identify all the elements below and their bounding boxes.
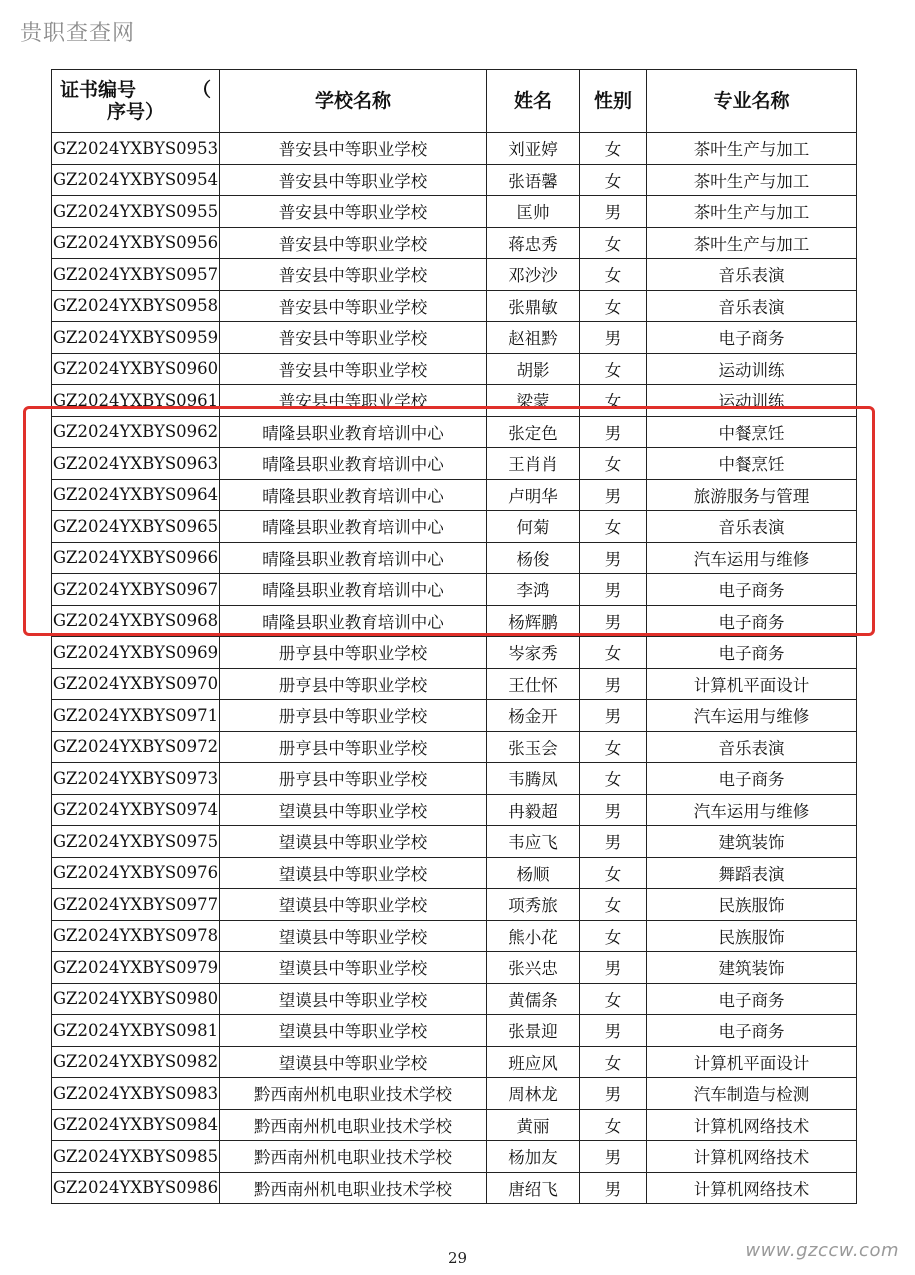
table-row xyxy=(52,889,857,921)
cell-gender: 男 xyxy=(580,605,647,637)
cell-name: 王仕怀 xyxy=(487,668,580,700)
cell-major: 民族服饰 xyxy=(647,920,857,952)
table-row xyxy=(52,574,857,606)
cell-name: 匡帅 xyxy=(487,196,580,228)
table-row xyxy=(52,290,857,322)
cell-major: 电子商务 xyxy=(647,983,857,1015)
cell-major: 汽车运用与维修 xyxy=(647,700,857,732)
table-row xyxy=(52,227,857,259)
cell-gender: 女 xyxy=(580,889,647,921)
cell-school: 晴隆县职业教育培训中心 xyxy=(220,479,487,511)
cell-school: 望谟县中等职业学校 xyxy=(220,952,487,984)
certificate-table xyxy=(51,69,857,1204)
cell-school: 册亨县中等职业学校 xyxy=(220,637,487,669)
cell-name: 项秀旅 xyxy=(487,889,580,921)
cell-gender: 女 xyxy=(580,763,647,795)
cell-major: 中餐烹饪 xyxy=(647,416,857,448)
page-number: 29 xyxy=(447,1249,468,1267)
cell-cert-number: GZ2024YXBYS0971 xyxy=(52,700,220,732)
cell-name: 班应风 xyxy=(487,1046,580,1078)
cell-gender: 男 xyxy=(580,668,647,700)
cell-major: 茶叶生产与加工 xyxy=(647,133,857,165)
cell-cert-number: GZ2024YXBYS0974 xyxy=(52,794,220,826)
cell-cert-number: GZ2024YXBYS0986 xyxy=(52,1172,220,1204)
cell-school: 晴隆县职业教育培训中心 xyxy=(220,448,487,480)
table-row xyxy=(52,511,857,543)
cell-gender: 男 xyxy=(580,794,647,826)
table-row xyxy=(52,416,857,448)
cell-cert-number: GZ2024YXBYS0960 xyxy=(52,353,220,385)
cell-cert-number: GZ2024YXBYS0968 xyxy=(52,605,220,637)
cell-name: 梁蒙 xyxy=(487,385,580,417)
cell-major: 音乐表演 xyxy=(647,259,857,291)
header-major: 专业名称 xyxy=(647,70,857,133)
table-row xyxy=(52,983,857,1015)
cell-name: 杨顺 xyxy=(487,857,580,889)
table-row xyxy=(52,259,857,291)
cell-major: 计算机网络技术 xyxy=(647,1141,857,1173)
cell-name: 卢明华 xyxy=(487,479,580,511)
cell-gender: 女 xyxy=(580,448,647,480)
table-row xyxy=(52,920,857,952)
cell-gender: 男 xyxy=(580,952,647,984)
cell-gender: 男 xyxy=(580,416,647,448)
cell-school: 册亨县中等职业学校 xyxy=(220,668,487,700)
header-cert-line1: 证书编号 xyxy=(60,79,137,101)
cell-cert-number: GZ2024YXBYS0966 xyxy=(52,542,220,574)
cell-cert-number: GZ2024YXBYS0955 xyxy=(52,196,220,228)
cell-major: 电子商务 xyxy=(647,322,857,354)
cell-gender: 女 xyxy=(580,133,647,165)
cell-school: 普安县中等职业学校 xyxy=(220,290,487,322)
cell-school: 望谟县中等职业学校 xyxy=(220,920,487,952)
cell-school: 普安县中等职业学校 xyxy=(220,133,487,165)
cell-name: 王肖肖 xyxy=(487,448,580,480)
cell-school: 黔西南州机电职业技术学校 xyxy=(220,1078,487,1110)
site-logo: 贵职查查网 xyxy=(20,21,136,46)
cell-school: 普安县中等职业学校 xyxy=(220,322,487,354)
cell-gender: 女 xyxy=(580,637,647,669)
cell-major: 汽车制造与检测 xyxy=(647,1078,857,1110)
cell-gender: 男 xyxy=(580,1172,647,1204)
cell-gender: 男 xyxy=(580,1015,647,1047)
cell-major: 电子商务 xyxy=(647,605,857,637)
cell-name: 张景迎 xyxy=(487,1015,580,1047)
cell-major: 茶叶生产与加工 xyxy=(647,227,857,259)
cell-school: 黔西南州机电职业技术学校 xyxy=(220,1109,487,1141)
cell-gender: 男 xyxy=(580,1078,647,1110)
cell-school: 晴隆县职业教育培训中心 xyxy=(220,416,487,448)
cell-school: 望谟县中等职业学校 xyxy=(220,826,487,858)
table-row xyxy=(52,857,857,889)
cell-cert-number: GZ2024YXBYS0956 xyxy=(52,227,220,259)
cell-school: 普安县中等职业学校 xyxy=(220,259,487,291)
table-row xyxy=(52,479,857,511)
cell-major: 旅游服务与管理 xyxy=(647,479,857,511)
cell-school: 望谟县中等职业学校 xyxy=(220,1046,487,1078)
table-row xyxy=(52,794,857,826)
cell-major: 音乐表演 xyxy=(647,290,857,322)
cell-name: 蒋忠秀 xyxy=(487,227,580,259)
cell-name: 岑家秀 xyxy=(487,637,580,669)
table-row xyxy=(52,322,857,354)
cell-cert-number: GZ2024YXBYS0957 xyxy=(52,259,220,291)
cell-school: 望谟县中等职业学校 xyxy=(220,889,487,921)
cell-major: 计算机平面设计 xyxy=(647,668,857,700)
header-cert-line2: 序号） xyxy=(106,101,164,123)
cell-school: 晴隆县职业教育培训中心 xyxy=(220,605,487,637)
cell-name: 张语馨 xyxy=(487,164,580,196)
cell-cert-number: GZ2024YXBYS0978 xyxy=(52,920,220,952)
table-row xyxy=(52,448,857,480)
cell-name: 唐绍飞 xyxy=(487,1172,580,1204)
cell-school: 册亨县中等职业学校 xyxy=(220,700,487,732)
cell-gender: 男 xyxy=(580,574,647,606)
cell-school: 普安县中等职业学校 xyxy=(220,164,487,196)
table-row xyxy=(52,164,857,196)
cell-gender: 女 xyxy=(580,1109,647,1141)
cell-school: 册亨县中等职业学校 xyxy=(220,763,487,795)
cell-major: 茶叶生产与加工 xyxy=(647,196,857,228)
cell-major: 汽车运用与维修 xyxy=(647,542,857,574)
table-row xyxy=(52,605,857,637)
cell-name: 张玉会 xyxy=(487,731,580,763)
cell-major: 音乐表演 xyxy=(647,511,857,543)
cell-name: 李鸿 xyxy=(487,574,580,606)
cell-school: 望谟县中等职业学校 xyxy=(220,794,487,826)
cell-gender: 男 xyxy=(580,826,647,858)
cell-gender: 男 xyxy=(580,1141,647,1173)
cell-gender: 女 xyxy=(580,1046,647,1078)
cell-gender: 女 xyxy=(580,857,647,889)
table-row xyxy=(52,637,857,669)
cell-gender: 男 xyxy=(580,322,647,354)
cell-cert-number: GZ2024YXBYS0981 xyxy=(52,1015,220,1047)
cell-gender: 女 xyxy=(580,290,647,322)
cell-major: 运动训练 xyxy=(647,353,857,385)
cell-cert-number: GZ2024YXBYS0965 xyxy=(52,511,220,543)
cell-major: 电子商务 xyxy=(647,763,857,795)
cell-cert-number: GZ2024YXBYS0954 xyxy=(52,164,220,196)
cell-name: 张兴忠 xyxy=(487,952,580,984)
cell-cert-number: GZ2024YXBYS0958 xyxy=(52,290,220,322)
cell-name: 熊小花 xyxy=(487,920,580,952)
cell-cert-number: GZ2024YXBYS0973 xyxy=(52,763,220,795)
cell-cert-number: GZ2024YXBYS0980 xyxy=(52,983,220,1015)
cell-cert-number: GZ2024YXBYS0969 xyxy=(52,637,220,669)
cell-gender: 男 xyxy=(580,479,647,511)
cell-school: 普安县中等职业学校 xyxy=(220,196,487,228)
cell-name: 刘亚婷 xyxy=(487,133,580,165)
cell-name: 胡影 xyxy=(487,353,580,385)
cell-school: 册亨县中等职业学校 xyxy=(220,731,487,763)
cell-name: 赵祖黔 xyxy=(487,322,580,354)
cell-name: 周林龙 xyxy=(487,1078,580,1110)
cell-major: 计算机网络技术 xyxy=(647,1109,857,1141)
cell-cert-number: GZ2024YXBYS0984 xyxy=(52,1109,220,1141)
cell-school: 黔西南州机电职业技术学校 xyxy=(220,1141,487,1173)
cell-gender: 男 xyxy=(580,700,647,732)
cell-cert-number: GZ2024YXBYS0977 xyxy=(52,889,220,921)
table-row xyxy=(52,1141,857,1173)
cell-name: 黄丽 xyxy=(487,1109,580,1141)
header-cert-paren: （ xyxy=(191,79,211,101)
cell-gender: 女 xyxy=(580,164,647,196)
header-name: 姓名 xyxy=(487,70,580,133)
cell-school: 晴隆县职业教育培训中心 xyxy=(220,542,487,574)
cell-gender: 男 xyxy=(580,196,647,228)
cell-cert-number: GZ2024YXBYS0975 xyxy=(52,826,220,858)
cell-gender: 女 xyxy=(580,731,647,763)
table-row xyxy=(52,353,857,385)
cell-major: 茶叶生产与加工 xyxy=(647,164,857,196)
cell-major: 电子商务 xyxy=(647,574,857,606)
cell-cert-number: GZ2024YXBYS0967 xyxy=(52,574,220,606)
table-row xyxy=(52,731,857,763)
table-row xyxy=(52,1172,857,1204)
cell-cert-number: GZ2024YXBYS0953 xyxy=(52,133,220,165)
cell-cert-number: GZ2024YXBYS0983 xyxy=(52,1078,220,1110)
table-row xyxy=(52,1046,857,1078)
cell-gender: 女 xyxy=(580,385,647,417)
cell-major: 舞蹈表演 xyxy=(647,857,857,889)
cell-gender: 女 xyxy=(580,511,647,543)
table-row xyxy=(52,952,857,984)
header-cert-number xyxy=(52,70,220,133)
cell-major: 电子商务 xyxy=(647,637,857,669)
cell-name: 杨俊 xyxy=(487,542,580,574)
table-row xyxy=(52,826,857,858)
table-body xyxy=(52,133,857,1204)
cell-cert-number: GZ2024YXBYS0985 xyxy=(52,1141,220,1173)
cell-name: 韦应飞 xyxy=(487,826,580,858)
cell-school: 望谟县中等职业学校 xyxy=(220,1015,487,1047)
cell-major: 计算机网络技术 xyxy=(647,1172,857,1204)
table-row xyxy=(52,668,857,700)
cell-major: 计算机平面设计 xyxy=(647,1046,857,1078)
table-row xyxy=(52,196,857,228)
cell-cert-number: GZ2024YXBYS0961 xyxy=(52,385,220,417)
cell-gender: 女 xyxy=(580,227,647,259)
cell-cert-number: GZ2024YXBYS0982 xyxy=(52,1046,220,1078)
cell-gender: 女 xyxy=(580,353,647,385)
cell-cert-number: GZ2024YXBYS0979 xyxy=(52,952,220,984)
table-row xyxy=(52,385,857,417)
cell-major: 建筑装饰 xyxy=(647,952,857,984)
cell-name: 冉毅超 xyxy=(487,794,580,826)
cell-major: 汽车运用与维修 xyxy=(647,794,857,826)
cell-major: 建筑装饰 xyxy=(647,826,857,858)
table-row xyxy=(52,700,857,732)
cell-major: 民族服饰 xyxy=(647,889,857,921)
header-gender: 性别 xyxy=(580,70,647,133)
cell-major: 中餐烹饪 xyxy=(647,448,857,480)
cell-gender: 男 xyxy=(580,542,647,574)
cell-name: 何菊 xyxy=(487,511,580,543)
table-header-row xyxy=(52,70,857,133)
table-row xyxy=(52,763,857,795)
cell-cert-number: GZ2024YXBYS0970 xyxy=(52,668,220,700)
cell-school: 普安县中等职业学校 xyxy=(220,353,487,385)
cell-name: 黄儒条 xyxy=(487,983,580,1015)
cell-name: 张鼎敏 xyxy=(487,290,580,322)
header-school: 学校名称 xyxy=(220,70,487,133)
cell-name: 杨金开 xyxy=(487,700,580,732)
cell-cert-number: GZ2024YXBYS0972 xyxy=(52,731,220,763)
table-row xyxy=(52,1078,857,1110)
cell-major: 运动训练 xyxy=(647,385,857,417)
cell-gender: 女 xyxy=(580,983,647,1015)
cell-school: 晴隆县职业教育培训中心 xyxy=(220,511,487,543)
cell-school: 普安县中等职业学校 xyxy=(220,227,487,259)
watermark: www.gzccw.com xyxy=(745,1240,899,1261)
cell-gender: 女 xyxy=(580,259,647,291)
table-row xyxy=(52,1109,857,1141)
cell-gender: 女 xyxy=(580,920,647,952)
cell-cert-number: GZ2024YXBYS0964 xyxy=(52,479,220,511)
cell-school: 望谟县中等职业学校 xyxy=(220,857,487,889)
cell-cert-number: GZ2024YXBYS0962 xyxy=(52,416,220,448)
cell-school: 普安县中等职业学校 xyxy=(220,385,487,417)
cell-cert-number: GZ2024YXBYS0959 xyxy=(52,322,220,354)
cell-cert-number: GZ2024YXBYS0976 xyxy=(52,857,220,889)
cell-major: 音乐表演 xyxy=(647,731,857,763)
cell-name: 杨加友 xyxy=(487,1141,580,1173)
table-row xyxy=(52,1015,857,1047)
table-row xyxy=(52,133,857,165)
cell-name: 张定色 xyxy=(487,416,580,448)
cell-name: 韦腾凤 xyxy=(487,763,580,795)
cell-school: 望谟县中等职业学校 xyxy=(220,983,487,1015)
cell-name: 杨辉鹏 xyxy=(487,605,580,637)
cell-name: 邓沙沙 xyxy=(487,259,580,291)
table-row xyxy=(52,542,857,574)
cell-cert-number: GZ2024YXBYS0963 xyxy=(52,448,220,480)
cell-major: 电子商务 xyxy=(647,1015,857,1047)
cell-school: 晴隆县职业教育培训中心 xyxy=(220,574,487,606)
cell-school: 黔西南州机电职业技术学校 xyxy=(220,1172,487,1204)
